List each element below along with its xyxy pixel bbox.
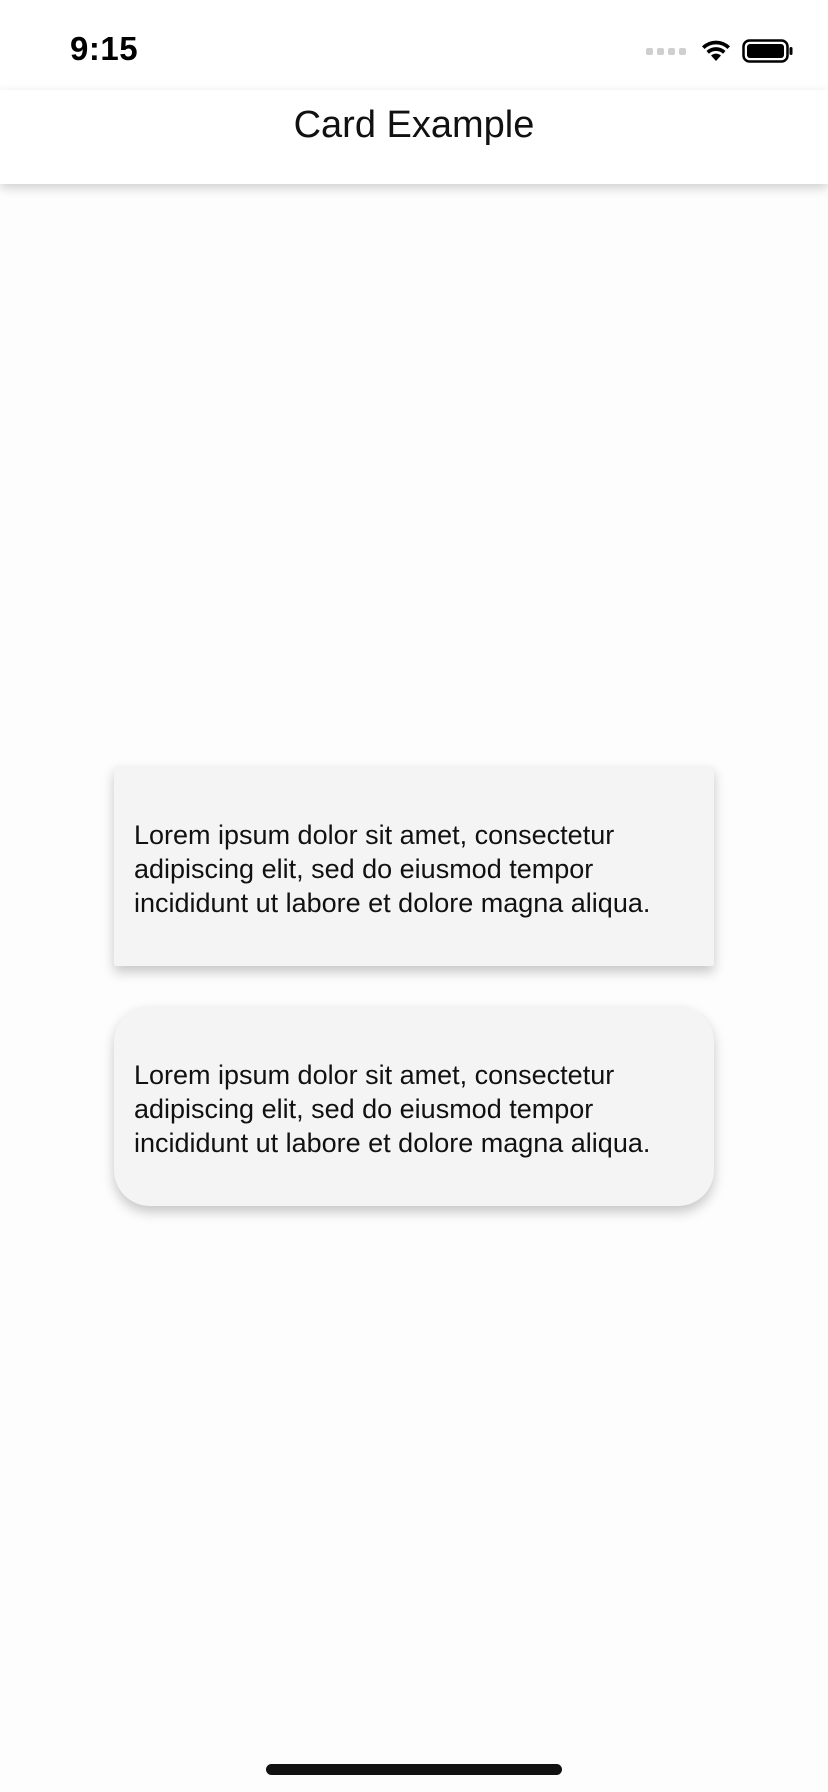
- status-bar: [0, 0, 828, 90]
- wifi-icon: [700, 39, 732, 63]
- battery-icon: [742, 38, 794, 64]
- page-title: Card Example: [293, 104, 535, 146]
- card-text: Lorem ipsum dolor sit amet, consectetur adipiscing elit, sed do eiusmod tempor incididunt ut labore et dolore magna aliqua.: [134, 820, 651, 918]
- card-text: Lorem ipsum dolor sit amet, consectetur adipiscing elit, sed do eiusmod tempor incididunt ut labore et dolore magna aliqua.: [134, 1060, 651, 1158]
- nav-bar: [0, 90, 828, 184]
- card-square: [114, 766, 714, 966]
- status-time: 9:15: [70, 30, 139, 67]
- signal-dots-icon: [646, 48, 686, 55]
- status-icons: [646, 38, 794, 64]
- card-rounded: [114, 1006, 714, 1206]
- home-indicator[interactable]: [266, 1764, 562, 1775]
